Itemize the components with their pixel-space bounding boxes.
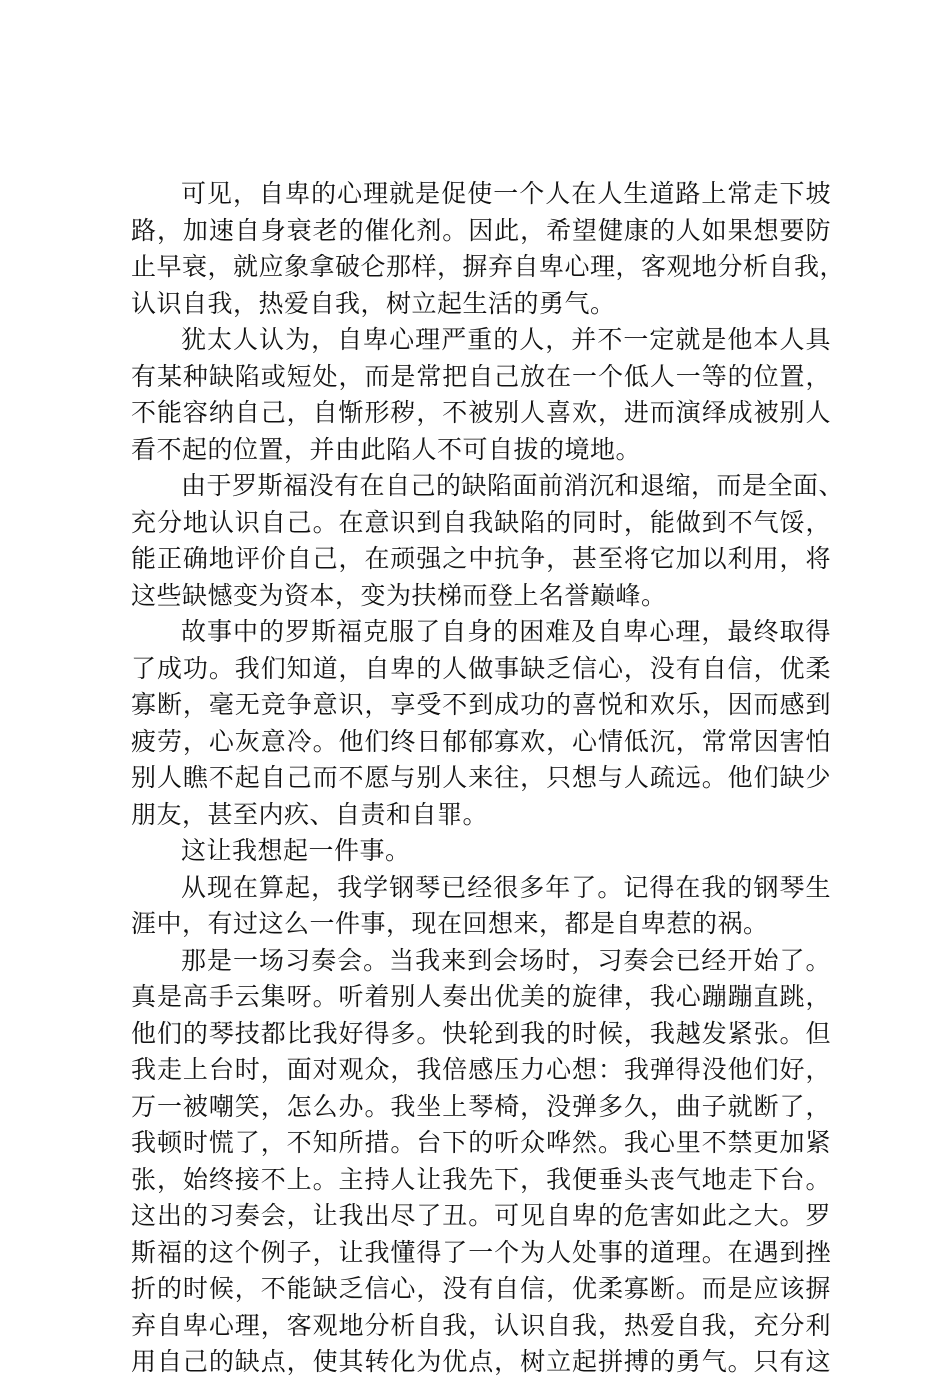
- text-line: 他们的琴技都比我好得多。快轮到我的时候，我越发紧张。但: [131, 1018, 831, 1048]
- text-line: 认识自我，热爱自我，树立起生活的勇气。: [131, 288, 616, 318]
- text-line: 我走上台时，面对观众，我倍感压力心想：我弹得没他们好，: [131, 1055, 831, 1084]
- text-line: 折的时候，不能缺乏信心，没有自信，优柔寡断。而是应该摒: [131, 1274, 831, 1303]
- text-line: 不能容纳自己，自惭形秽，不被别人喜欢，进而演绎成被别人: [131, 398, 831, 427]
- document-body: [131, 176, 846, 1381]
- text-line: 充分地认识自己。在意识到自我缺陷的同时，能做到不气馁，: [131, 507, 831, 537]
- text-line: 故事中的罗斯福克服了自身的困难及自卑心理，最终取得: [181, 617, 831, 646]
- text-line: 我顿时慌了，不知所措。台下的听众哗然。我心里不禁更加紧: [131, 1128, 831, 1157]
- text-line: 那是一场习奏会。当我来到会场时，习奏会已经开始了。: [181, 945, 831, 975]
- text-line: 朋友，甚至内疚、自责和自罪。: [131, 799, 489, 829]
- text-line: 可见，自卑的心理就是促使一个人在人生道路上常走下坡: [181, 179, 831, 208]
- text-line: 斯福的这个例子，让我懂得了一个为人处事的道理。在遇到挫: [131, 1237, 831, 1267]
- text-line: 有某种缺陷或短处，而是常把自己放在一个低人一等的位置，: [131, 361, 831, 391]
- text-line: 这些缺憾变为资本，变为扶梯而登上名誉巅峰。: [131, 580, 667, 610]
- text-line: 真是高手云集呀。听着别人奏出优美的旋律，我心蹦蹦直跳，: [131, 982, 831, 1011]
- text-line: 这让我想起一件事。: [181, 836, 411, 865]
- text-line: 万一被嘲笑，怎么办。我坐上琴椅，没弹多久，曲子就断了，: [131, 1091, 831, 1121]
- text-line: 寡断，毫无竞争意识，享受不到成功的喜悦和欢乐，因而感到: [131, 690, 831, 719]
- text-line: 由于罗斯福没有在自己的缺陷面前消沉和退缩，而是全面、: [181, 471, 845, 500]
- text-line: 别人瞧不起自己而不愿与别人来往，只想与人疏远。他们缺少: [131, 763, 831, 792]
- text-line: 疲劳，心灰意冷。他们终日郁郁寡欢，心情低沉，常常因害怕: [131, 726, 831, 756]
- text-line: 能正确地评价自己，在顽强之中抗争，甚至将它加以利用，将: [131, 544, 831, 573]
- text-line: 涯中，有过这么一件事，现在回想来，都是自卑惹的祸。: [131, 909, 769, 938]
- text-line: 了成功。我们知道，自卑的人做事缺乏信心，没有自信，优柔: [131, 653, 831, 683]
- text-line: 用自己的缺点，使其转化为优点，树立起拼搏的勇气。只有这: [131, 1347, 831, 1376]
- text-line: 张，始终接不上。主持人让我先下，我便垂头丧气地走下台。: [131, 1164, 831, 1194]
- text-line: 弃自卑心理，客观地分析自我，认识自我，热爱自我，充分利: [131, 1310, 831, 1340]
- text-line: 看不起的位置，并由此陷人不可自拔的境地。: [131, 434, 642, 464]
- text-line: 从现在算起，我学钢琴已经很多年了。记得在我的钢琴生: [181, 872, 831, 902]
- text-line: 这出的习奏会，让我出尽了丑。可见自卑的危害如此之大。罗: [131, 1201, 831, 1230]
- text-line: 路，加速自身衰老的催化剂。因此，希望健康的人如果想要防: [131, 215, 831, 245]
- text-line: 犹太人认为，自卑心理严重的人，并不一定就是他本人具: [181, 325, 831, 354]
- text-line: 止早衰，就应象拿破仑那样，摒弃自卑心理，客观地分析自我，: [131, 252, 846, 281]
